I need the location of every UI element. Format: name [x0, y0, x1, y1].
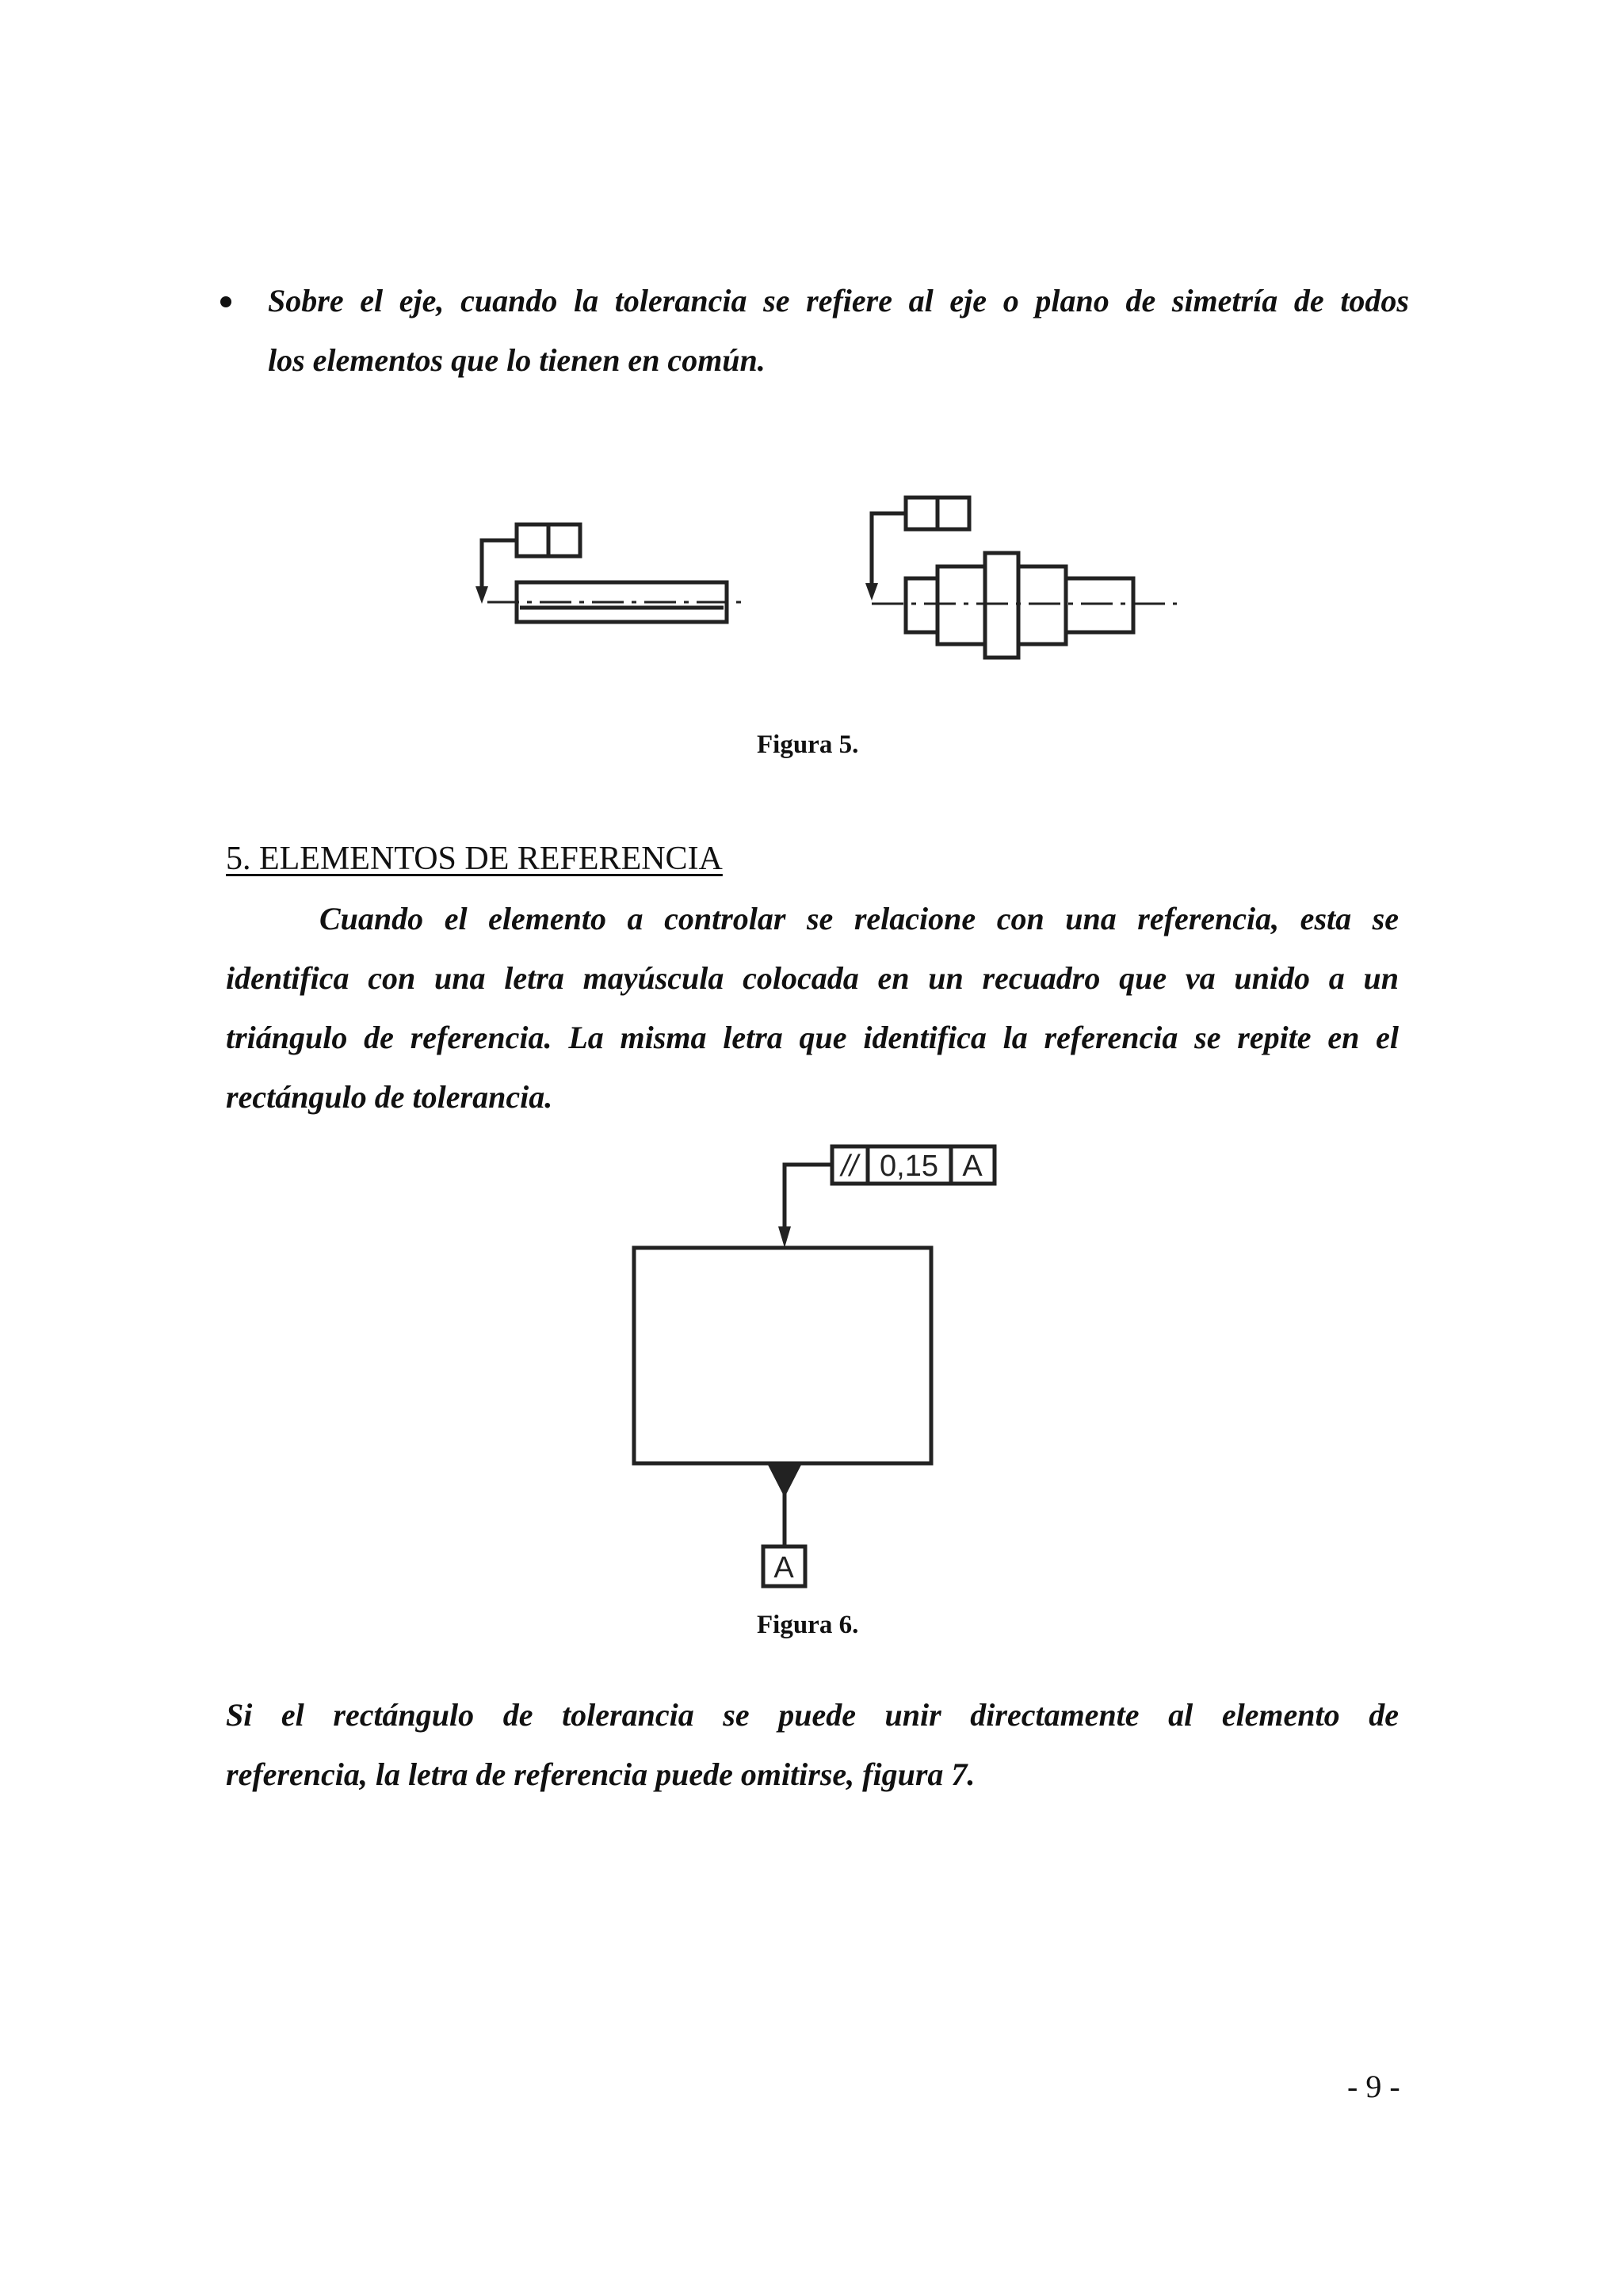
figure-6-drawing — [618, 1133, 1014, 1592]
fig5-left-shaft — [482, 524, 745, 622]
datum-letter: A — [773, 1551, 794, 1585]
paragraph-line-1: Cuando el elemento a controlar se relacione con una referencia, esta se — [319, 901, 1399, 936]
paragraph-line-2: identifica con una letra mayúscula colocada en un recuadro que va unido a un — [226, 960, 1399, 996]
closing-line-2: referencia, la letra de referencia puede omitirse, figura 7. — [226, 1756, 976, 1792]
tolerance-symbol: // — [841, 1150, 858, 1183]
section-heading: 5. ELEMENTOS DE REFERENCIA — [226, 841, 723, 877]
closing-line-1: Si el rectángulo de tolerancia se puede unir directamente al elemento de — [226, 1697, 1399, 1733]
tolerance-datum-letter: A — [962, 1150, 983, 1183]
fig5-right-stepped-shaft — [872, 498, 1177, 658]
bullet-text-line-1: Sobre el eje, cuando la tolerancia se refiere al eje o plano de simetría de todos — [268, 283, 1409, 318]
bullet-text-line-2: los elementos que lo tienen en común. — [268, 342, 766, 378]
paragraph-line-3: triángulo de referencia. La misma letra que identifica la referencia se repite en el — [226, 1020, 1399, 1055]
figure-5-caption: Figura 5. — [757, 730, 859, 759]
paragraph-line-4: rectángulo de tolerancia. — [226, 1079, 553, 1115]
fig5-right-arrow-icon — [865, 583, 878, 601]
datum-triangle-icon — [767, 1463, 802, 1497]
fig6-part-rectangle — [634, 1248, 931, 1463]
page-number: - 9 - — [1347, 2069, 1400, 2104]
fig6-leader-arrow-icon — [778, 1226, 791, 1248]
figure-5-drawing — [460, 475, 1189, 673]
fig5-left-arrow-icon — [475, 586, 488, 604]
figure-6-caption: Figura 6. — [757, 1611, 859, 1639]
tolerance-value: 0,15 — [880, 1150, 938, 1183]
bullet-icon — [220, 296, 231, 307]
